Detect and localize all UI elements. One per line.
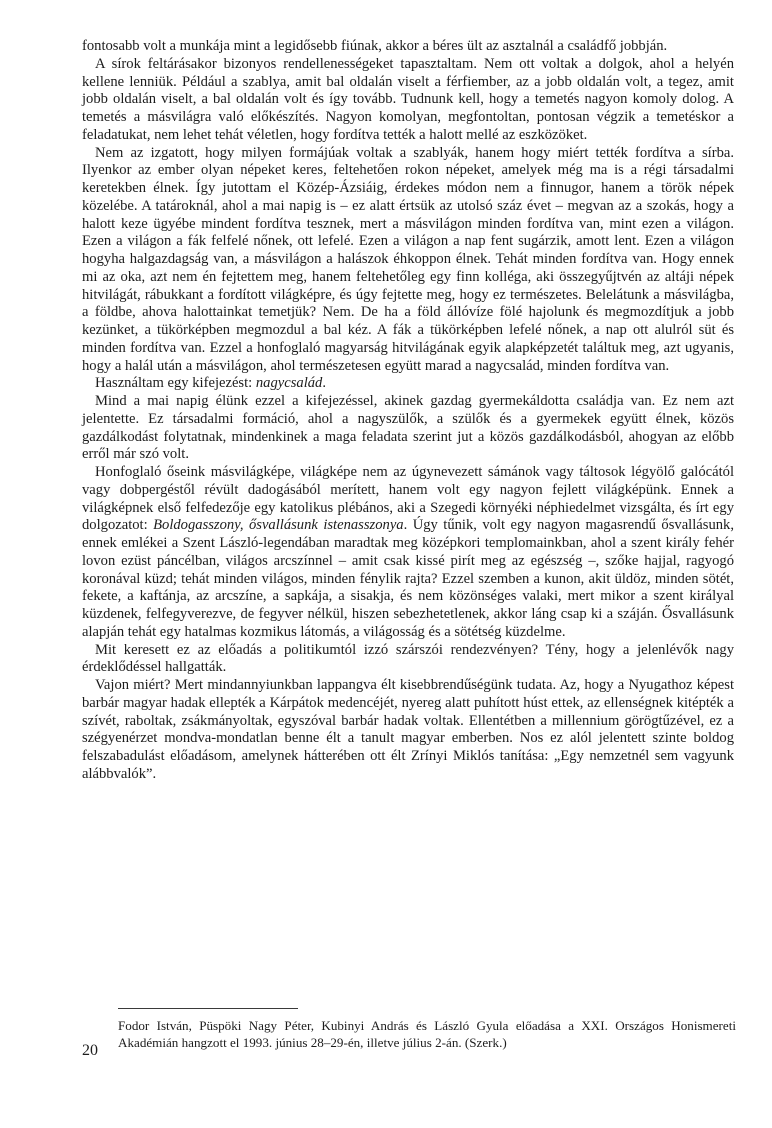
paragraph-7: Mit keresett ez az előadás a politikumtól izzó szárszói rendezvényen? Tény, hogy a jelenlévők nagy érdeklődéssel hallgatták. <box>82 641 734 676</box>
paragraph-2: A sírok feltárásakor bizonyos rendellenességeket tapasztaltam. Nem ott voltak a dolgok, ahol a helyén kellene lenniük. Például a szablya, amit bal oldalán viselt a férfiember, az a jobb oldalán volt, a tegez, amit jobb oldalán viselt, a bal oldalán volt és így tovább. Tudnunk kell, hogy a temetés nagyon komoly dolog. A temetés a másvilágra való előkészítés. Nagyon komolyan, megfontoltan, pontosan végzik a temetéskor a feladatukat, nem lehet tehát véletlen, hogy fordítva tették a halott mellé az eszközöket. <box>82 55 734 143</box>
paragraph-8: Vajon miért? Mert mindannyiunkban lappangva élt kisebbrendűségünk tudata. Az, hogy a Nyugathoz képest barbár magyar hadak ellepték a Kárpátok medencéjét, nyereg alatt puhított húst ettek, az ellenségnek kitépték a szívét, raboltak, zsákmányoltak, egyszóval barbár hadak voltak. Ellentétben a millennium görögtűzével, ez a szégyenérzet mondva-mondatlan benne élt a tanult magyar emberben. Nos ez alól jelentett szinte boldog felszabadulást előadásom, amelynek hátterében ott élt Zrínyi Miklós tanítása: „Egy nemzetnél sem vagyunk alábbvalók”. <box>82 677 734 782</box>
footnote-separator <box>118 1008 298 1009</box>
paragraph-1: fontosabb volt a munkája mint a legidősebb fiúnak, akkor a béres ült az asztalnál a családfő jobbján. <box>82 38 668 54</box>
paragraph-4-lead: Használtam egy kifejezést: <box>95 375 256 392</box>
paragraph-6-part-b: . Úgy tűnik, volt egy nagyon magasrendű ősvallásunk, ennek emlékei a Szent László-legendában maradtak meg középkori templomainkban, ahol a szent király fehér lovon ezüst páncélban, világos arcszínnel – amit csak kissé pirít meg az egészség –, szőke hajjal, ragyogó koronával küzd; tehát minden világos, minden fénylik rajta? Ezzel szemben a kunon, akit üldöz, minden sötét, fekete, a kaftánja, az arcszíne, a sapkája, a sisakja, és nem közönséges valaki, mert mikor a szent királyal küzdenek, felfegyverezve, de fegyver nélkül, hiszen sebezhetetlenek, akkor láng csap ki a száján. Ősvallásunk alapján tehát egy hatalmas kozmikus látomás, a világosság és a sötétség küzdelme. <box>82 517 734 640</box>
italic-work-title: Boldogasszony, ősvallásunk istenasszonya <box>153 517 404 534</box>
paragraph-6-part-a: Honfoglaló őseink másvilágképe, világképe nem az úgynevezett sámánok vagy táltosok légyölő galócától vagy dobpergéstől révült dadogásából merített, hanem volt egy nagyon fejlett világképünk. Ennek a világképnek első felfedezője egy katolikus plébános, aki a Szegedi környéki néphiedelmet vizsgálta, és írt egy dolgozatot: <box>82 464 734 534</box>
body-text <box>82 38 734 784</box>
italic-term-nagycsalad: nagycsalád <box>255 375 323 392</box>
paragraph-6 <box>82 464 734 642</box>
paragraph-4-end: . <box>322 375 327 392</box>
paragraph-4 <box>82 375 734 393</box>
page-number: 20 <box>82 1042 98 1059</box>
footnote: Fodor István, Püspöki Nagy Péter, Kubinyi András és László Gyula előadása a XXI. Országos Honismereti Akadémián hangzott el 1993. június 28–29-én, illetve július 2-án. (Szerk.) <box>118 1018 736 1050</box>
paragraph-3: Nem az izgatott, hogy milyen formájúak voltak a szablyák, hanem hogy miért tették fordítva a sírba. Ilyenkor az ember olyan népeket keres, feltehetően rokon népeket, amelyek még ma is a régi társadalmi keretekben élnek. Így jutottam el Közép-Ázsiáig, érdekes módon nem a finnugor, hanem a török népek közelébe. A tatároknál, ahol a mai napig is – ez alatt értsük az utolsó száz évet – megvan az a szokás, hogy a halott keze ügyébe mindent fordítva tesznek, mert a másvilágon minden fordítva van, mint ezen a világon. Ezen a világon a fák felfelé nőnek, ott lefelé. Ezen a világon a nap fent sugárzik, amott lent. Ezen a világon hogyha halgazdagság van, a másvilágon a halászok éhkoppon élnek. Tehát minden fordítva van. Hogy ennek mi az oka, azt nem én fejtettem meg, hanem feltehetőleg egy finn kolléga, aki összegyűjtvén az altáji népek hitvilágát, rábukkant a fordított világképre, és úgy fejtette meg, hogy ez természetes. Belelátunk a másvilágba, a földbe, ahova halottainkat temetjük? Nem. De ha a föld állóvíze fölé hajolunk és megmozdítjuk a jobb kezünket, a tükörképben megmozdul a bal kéz. A fák a tükörképben lefelé nőnek, a nap ott alulról süt és minden fordítva van. Ezzel a honfoglaló magyarság hitvilágának egyik alapképzetét találtuk meg, azt ugyanis, hogy a halál után a másvilágon, ahol természetesen együtt marad a nagycsalád, minden fordítva van. <box>82 144 734 374</box>
paragraph-5: Mind a mai napig élünk ezzel a kifejezéssel, akinek gazdag gyermekáldotta családja van. Ez nem azt jelentette. Ez társadalmi formáció, ahol a nagyszülők, a szülők és a gyermekek együtt élnek, közös gazdálkodást folytatnak, mindenkinek a maga feladata szerint jut a közös gazdálkodásból, ahogyan az előbb erről már szó volt. <box>82 393 734 463</box>
